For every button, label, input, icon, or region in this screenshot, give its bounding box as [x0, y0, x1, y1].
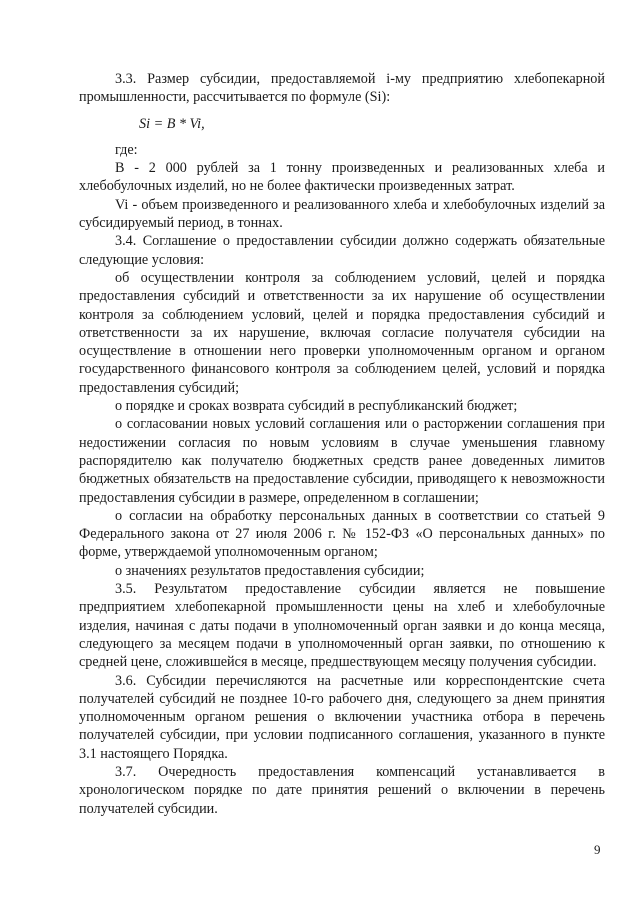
condition-personal-data: о согласии на обработку персональных данных в соответствии со статьей 9 Федерального закона от 27 июля 2006 г. № 152-ФЗ «О персональных данных» по форме, утверждаемой уполномоченным органом;: [79, 507, 605, 561]
paragraph-3-7: 3.7. Очередность предоставления компенсаций устанавливается в хронологическом порядке по дате принятия решений о включении в перечень получателей субсидии.: [79, 763, 605, 817]
condition-agreement-change: о согласовании новых условий соглашения или о расторжении соглашения при недостижении согласия по новым условиям в случае уменьшения главному распорядителю как получателю бюджетных средств ранее доведенных лимитов бюджетных обязательств на предоставление субсидии, приводящего к невозможности предоставления субсидии в размере, определенном в соглашении;: [79, 416, 605, 506]
document-body: [79, 70, 605, 818]
condition-control: об осуществлении контроля за соблюдением условий, целей и порядка предоставления субсидий и ответственности за их нарушение об осуществлении контроля за соблюдением условий, целей и порядка предоставления субсидий и ответственности за их нарушение, включая согласие получателя субсидии на осуществление в отношении него проверки уполномоченным органом и органом государственного финансового контроля за соблюдением целей, условий и порядка предоставления субсидий;: [79, 269, 605, 396]
page-number: 9: [594, 842, 601, 857]
paragraph-3-6: 3.6. Субсидии перечисляются на расчетные или корреспондентские счета получателей субсидий не позднее 10-го рабочего дня, следующего за днем принятия уполномоченным органом решения о включении участника отбора в перечень получателей субсидии, при условии подписанного соглашения, указанного в пункте 3.1 настоящего Порядка.: [79, 672, 605, 762]
paragraph-3-3: 3.3. Размер субсидии, предоставляемой i-му предприятию хлебопекарной промышленности, рассчитывается по формуле (Si):: [79, 71, 605, 106]
paragraph-vi-definition: Vi - объем произведенного и реализованного хлеба и хлебобулочных изделий за субсидируемый период, в тоннах.: [79, 196, 605, 232]
paragraph-b-definition: В - 2 000 рублей за 1 тонну произведенных и реализованных хлеба и хлебобулочных изделий, но не более фактически произведенных затрат.: [79, 160, 605, 195]
paragraph-3-4: 3.4. Соглашение о предоставлении субсидии должно содержать обязательные следующие условия:: [79, 233, 605, 268]
condition-results: о значениях результатов предоставления субсидии;: [115, 562, 425, 579]
paragraph-where: где:: [115, 141, 138, 158]
paragraph-3-5: 3.5. Результатом предоставление субсидии является не повышение предприятием хлебопекарной промышленности цены на хлеб и хлебобулочные изделия, начиная с даты подачи в уполномоченный орган заявки и до конца месяца, следующего за месяцем подачи в уполномоченный орган заявки, по отношению к средней цене, сложившейся в месяце, предшествующем месяцу получения субсидии.: [79, 581, 605, 671]
condition-refund: о порядке и сроках возврата субсидий в республиканский бюджет;: [115, 398, 518, 415]
formula: Si = B * Vi,: [139, 115, 205, 132]
